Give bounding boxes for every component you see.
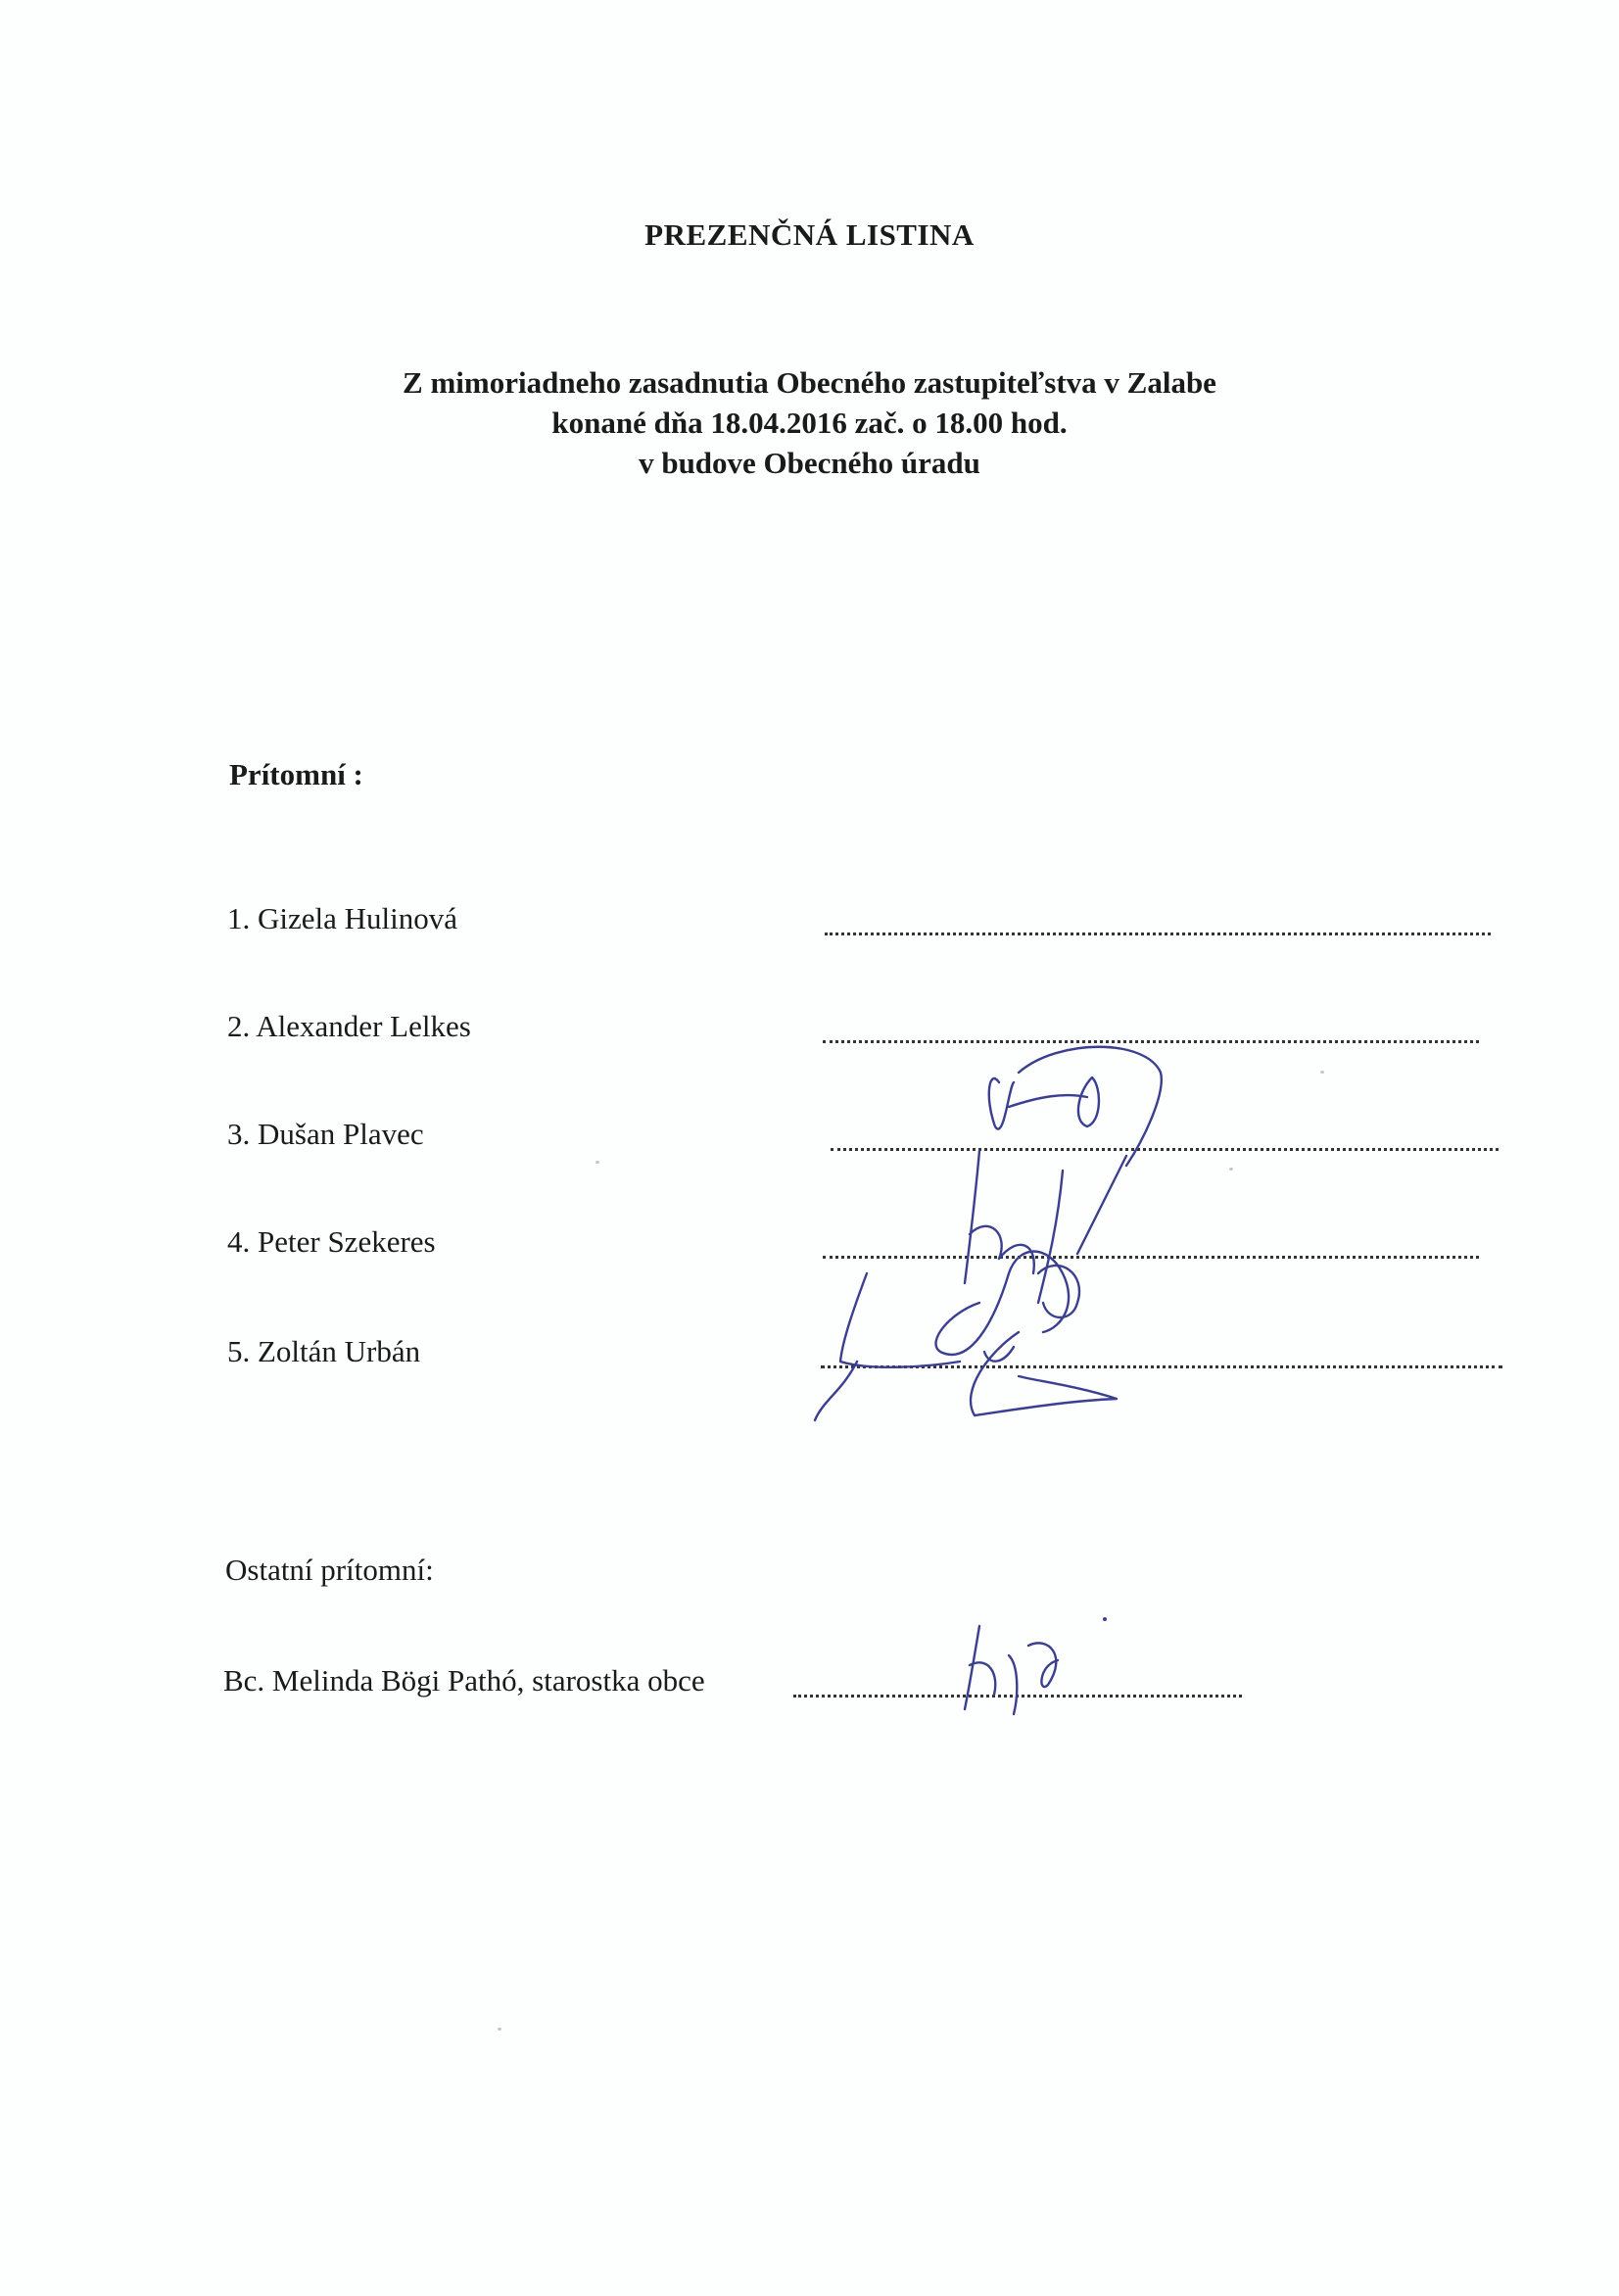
member-name: 2. Alexander Lelkes	[227, 1009, 471, 1043]
signature-line	[823, 1234, 1479, 1259]
signature-line	[821, 1344, 1502, 1368]
present-label: Prítomní :	[229, 757, 363, 791]
signature-line	[831, 1126, 1499, 1151]
signature-dot	[1103, 1617, 1107, 1621]
member-row-5	[227, 1334, 1305, 1373]
member-name: 3. Dušan Plavec	[227, 1117, 424, 1151]
scan-speck	[595, 1161, 599, 1164]
meeting-heading	[0, 362, 1619, 483]
heading-line-3: v budove Obecného úradu	[639, 446, 980, 480]
mayor-row	[223, 1663, 1301, 1702]
member-name: 5. Zoltán Urbán	[227, 1334, 421, 1368]
signature-line	[793, 1673, 1242, 1698]
member-row-2	[227, 1009, 1305, 1048]
signature-line	[825, 911, 1491, 935]
member-row-4	[227, 1224, 1305, 1264]
scan-speck	[498, 2028, 501, 2031]
document-title: PREZENČNÁ LISTINA	[644, 217, 975, 252]
signature-line	[823, 1019, 1479, 1043]
member-row-3	[227, 1117, 1305, 1156]
heading-line-2: konané dňa 18.04.2016 zač. o 18.00 hod.	[551, 406, 1068, 440]
mayor-name: Bc. Melinda Bögi Pathó, starostka obce	[223, 1663, 705, 1698]
heading-line-1: Z mimoriadneho zasadnutia Obecného zastupiteľstva v Zalabe	[403, 365, 1216, 400]
member-name: 1. Gizela Hulinová	[227, 901, 458, 935]
member-row-1	[227, 901, 1305, 940]
other-present-label: Ostatní prítomní:	[225, 1553, 434, 1587]
scan-speck	[1229, 1168, 1233, 1171]
scan-speck	[1320, 1071, 1324, 1074]
member-name: 4. Peter Szekeres	[227, 1224, 436, 1259]
